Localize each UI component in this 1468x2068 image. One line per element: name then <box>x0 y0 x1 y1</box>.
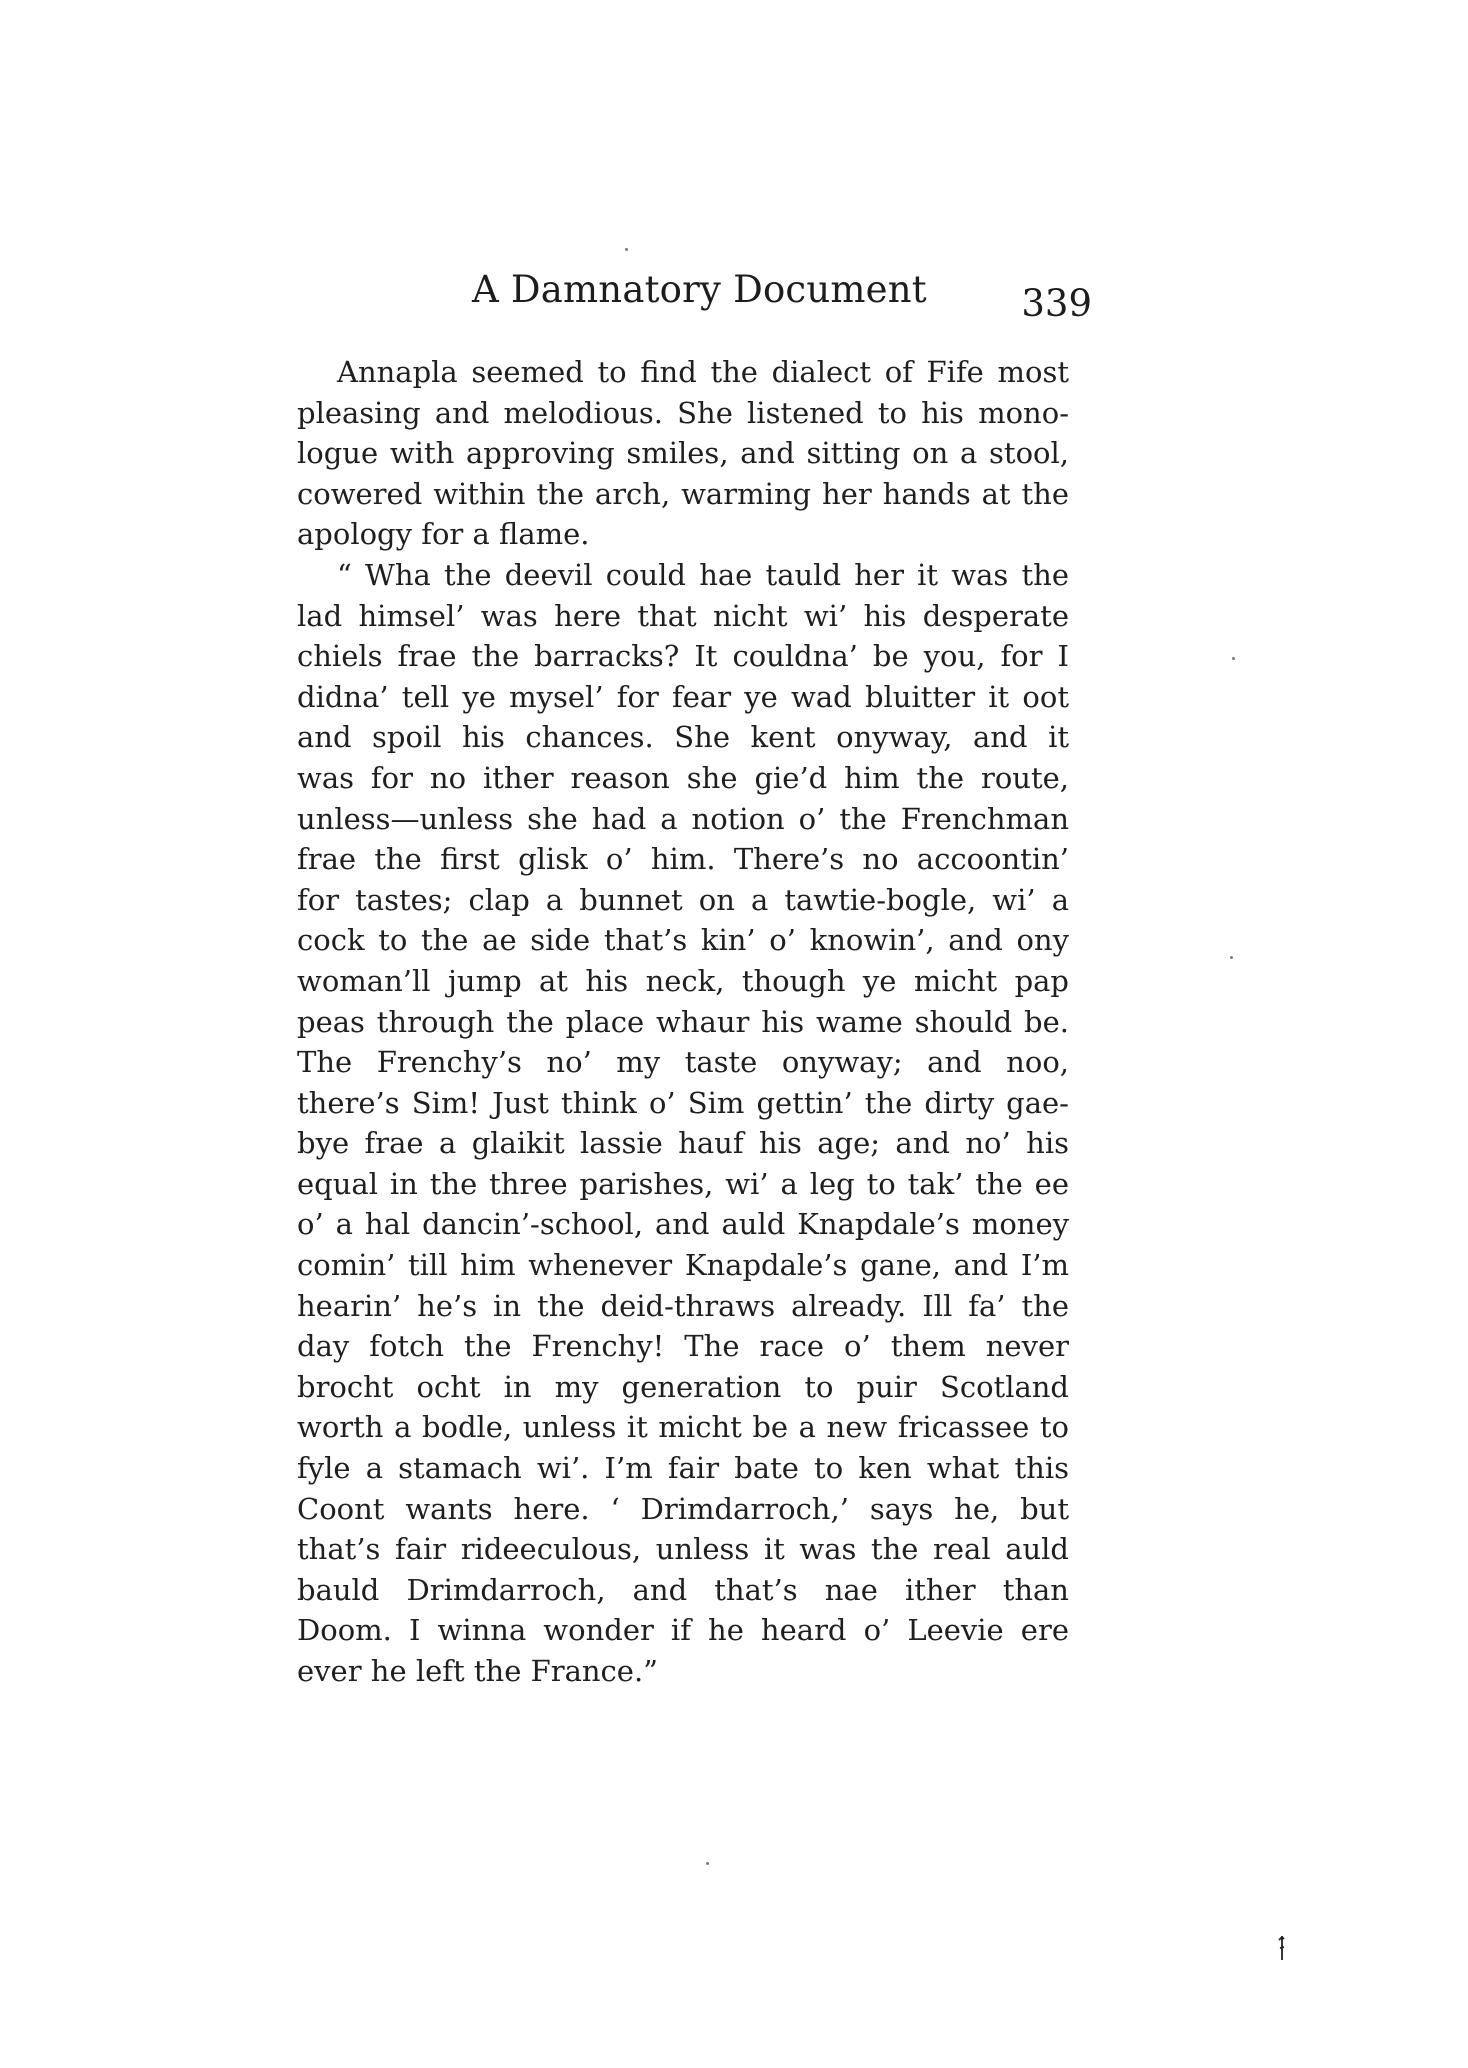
text-line: that’s fair rideeculous, unless it was the real auld <box>297 1532 1069 1567</box>
text-line: cock to the ae side that’s kin’ o’ knowin’, and ony <box>297 923 1069 958</box>
text-line: woman’ll jump at his neck, though ye micht pap <box>297 963 1069 998</box>
ink-speck <box>706 1862 709 1865</box>
text-line: chiels frae the barracks? It couldna’ be you, for I <box>297 639 1069 674</box>
running-header <box>472 268 1092 328</box>
page-number: 339 <box>1021 282 1092 325</box>
ink-speck <box>1232 657 1235 660</box>
text-line: frae the first glisk o’ him. There’s no accoontin’ <box>297 842 1069 877</box>
text-line: apology for a flame. <box>297 517 590 552</box>
text-line: for tastes; clap a bunnet on a tawtie-bogle, wi’ a <box>297 882 1069 917</box>
running-title: A Damnatory Document <box>472 268 927 311</box>
text-line: and spoil his chances. She kent onyway, and it <box>297 720 1069 755</box>
text-line: was for no ither reason she gie’d him the route, <box>297 760 1069 795</box>
text-line: ever he left the France.” <box>297 1654 658 1688</box>
text-line: bauld Drimdarroch, and that’s nae ither than <box>297 1572 1069 1607</box>
text-line: there’s Sim! Just think o’ Sim gettin’ the dirty gae- <box>297 1085 1069 1120</box>
text-line: Doom. I winna wonder if he heard o’ Leevie ere <box>297 1613 1069 1648</box>
text-line: peas through the place whaur his wame should be. <box>297 1004 1069 1039</box>
text-line: worth a bodle, unless it micht be a new fricassee to <box>297 1410 1069 1445</box>
text-line: Coont wants here. ‘ Drimdarroch,’ says he, but <box>297 1491 1069 1526</box>
text-line: unless—unless she had a notion o’ the Frenchman <box>297 801 1069 836</box>
text-line: o’ a hal dancin’-school, and auld Knapdale’s money <box>297 1207 1069 1242</box>
text-line: bye frae a glaikit lassie hauf his age; and no’ his <box>297 1126 1069 1161</box>
ink-speck <box>1230 956 1233 959</box>
text-line: pleasing and melodious. She listened to his mono- <box>297 395 1069 430</box>
text-line: cowered within the arch, warming her hands at the <box>297 476 1069 511</box>
text-line: lad himsel’ was here that nicht wi’ his desperate <box>297 598 1069 633</box>
text-line: equal in the three parishes, wi’ a leg to tak’ the ee <box>297 1166 1069 1201</box>
body-text <box>297 352 1069 1692</box>
text-line: Annapla seemed to find the dialect of Fife most <box>337 355 1069 389</box>
text-line: didna’ tell ye mysel’ for fear ye wad bluitter it oot <box>297 679 1069 714</box>
text-line: comin’ till him whenever Knapdale’s gane, and I’m <box>297 1248 1069 1283</box>
text-line: “ Wha the deevil could hae tauld her it was the <box>337 557 1069 592</box>
text-line: fyle a stamach wi’. I’m fair bate to ken what this <box>297 1451 1069 1486</box>
ink-speck <box>625 248 628 251</box>
text-line: brocht ocht in my generation to puir Scotland <box>297 1369 1069 1404</box>
text-line: logue with approving smiles, and sitting on a stool, <box>297 436 1069 471</box>
margin-ink-mark <box>1278 1935 1286 1961</box>
text-line: The Frenchy’s no’ my taste onyway; and noo, <box>297 1045 1069 1080</box>
text-line: day fotch the Frenchy! The race o’ them never <box>297 1329 1069 1364</box>
text-line: hearin’ he’s in the deid-thraws already. Ill fa’ the <box>297 1288 1069 1323</box>
